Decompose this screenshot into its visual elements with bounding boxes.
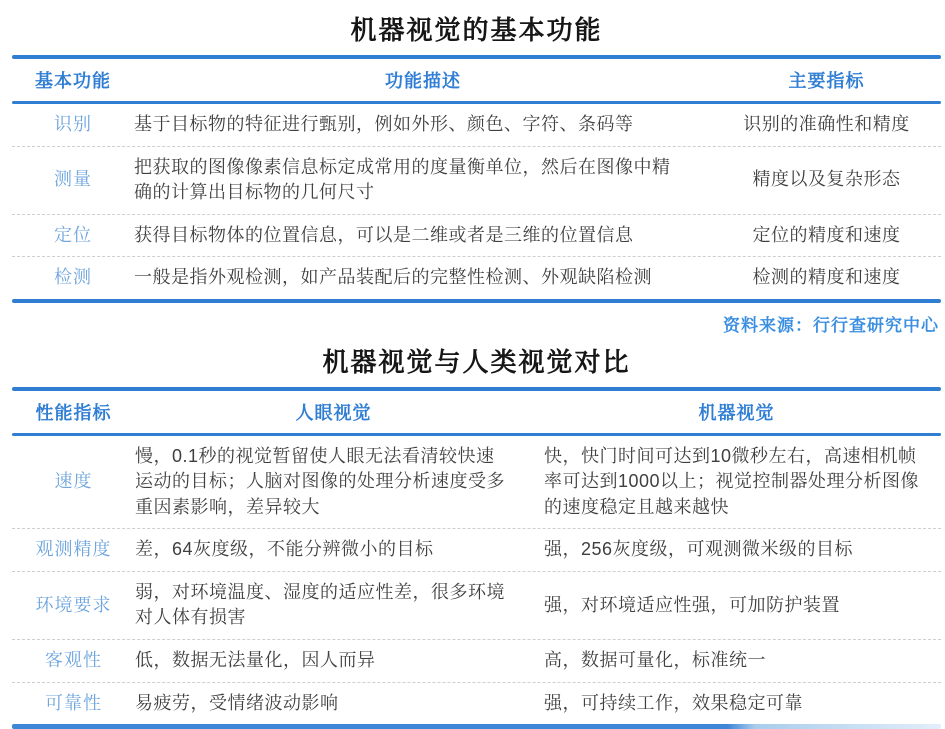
row-machine-vision: 高，数据可量化，标准统一 xyxy=(544,650,766,671)
row-human-vision: 慢，0.1秒的视觉暂留使人眼无法看清较快速运动的目标；人脑对图像的处理分析速度受多重因素影响，差异较大 xyxy=(135,445,505,517)
vision-comparison-table xyxy=(12,387,941,729)
table2-bottom-border xyxy=(12,724,941,729)
basic-functions-table xyxy=(12,55,941,303)
table2-header-machine-vision: 机器视觉 xyxy=(698,402,775,423)
row-human-vision: 弱，对环境温度、湿度的适应性差，很多环境对人体有损害 xyxy=(135,581,505,628)
table-row xyxy=(12,104,941,146)
table-row xyxy=(12,528,941,571)
table1-header-function: 基本功能 xyxy=(35,71,111,91)
source-note: 资料来源：行行查研究中心 xyxy=(723,315,939,335)
table-row xyxy=(12,571,941,639)
table1-header-row xyxy=(12,59,941,101)
table1-header-description: 功能描述 xyxy=(385,71,461,91)
row-machine-vision: 强，256灰度级，可观测微米级的目标 xyxy=(544,539,854,560)
row-human-vision: 易疲劳，受情绪波动影响 xyxy=(135,692,339,713)
row-label: 识别 xyxy=(54,114,92,134)
row-label: 观测精度 xyxy=(35,539,112,560)
row-description: 一般是指外观检测，如产品装配后的完整性检测、外观缺陷检测 xyxy=(134,267,652,288)
table-row xyxy=(12,682,941,725)
row-metric: 识别的准确性和精度 xyxy=(743,114,910,134)
table2-header-human-vision: 人眼视觉 xyxy=(295,402,372,423)
row-label: 客观性 xyxy=(45,650,102,671)
row-label: 环境要求 xyxy=(35,594,112,615)
row-label: 可靠性 xyxy=(45,692,102,713)
row-description: 获得目标物体的位置信息，可以是二维或者是三维的位置信息 xyxy=(134,224,634,245)
row-label: 检测 xyxy=(54,267,92,288)
row-machine-vision: 强，对环境适应性强，可加防护装置 xyxy=(544,594,840,615)
row-label: 定位 xyxy=(54,224,92,245)
row-human-vision: 差，64灰度级，不能分辨微小的目标 xyxy=(135,539,434,560)
table1-header-metric: 主要指标 xyxy=(788,71,865,91)
row-label: 测量 xyxy=(54,169,92,190)
row-human-vision: 低，数据无法量化，因人而异 xyxy=(135,650,376,671)
row-label: 速度 xyxy=(54,471,93,492)
table2-header-indicator: 性能指标 xyxy=(35,402,112,423)
table-row xyxy=(12,214,941,257)
row-description: 基于目标物的特征进行甄别，例如外形、颜色、字符、条码等 xyxy=(134,114,634,134)
table2-title: 机器视觉与人类视觉对比 xyxy=(322,346,631,377)
row-machine-vision: 快，快门时间可达到10微秒左右，高速相机帧率可达到1000以上；视觉控制器处理分析图像的速度稳定且越来越快 xyxy=(544,445,920,517)
row-description: 把获取的图像像素信息标定成常用的度量衡单位，然后在图像中精确的计算出目标物的几何尺寸 xyxy=(134,156,671,203)
table-row xyxy=(12,146,941,214)
table-row xyxy=(12,436,941,529)
row-metric: 检测的精度和速度 xyxy=(752,267,901,288)
row-metric: 定位的精度和速度 xyxy=(752,224,901,245)
table-row xyxy=(12,256,941,299)
table2-header-row xyxy=(12,391,941,433)
row-machine-vision: 强，可持续工作，效果稳定可靠 xyxy=(544,692,803,713)
table-row xyxy=(12,639,941,682)
table1-title: 机器视觉的基本功能 xyxy=(350,15,603,45)
row-metric: 精度以及复杂形态 xyxy=(752,169,901,190)
